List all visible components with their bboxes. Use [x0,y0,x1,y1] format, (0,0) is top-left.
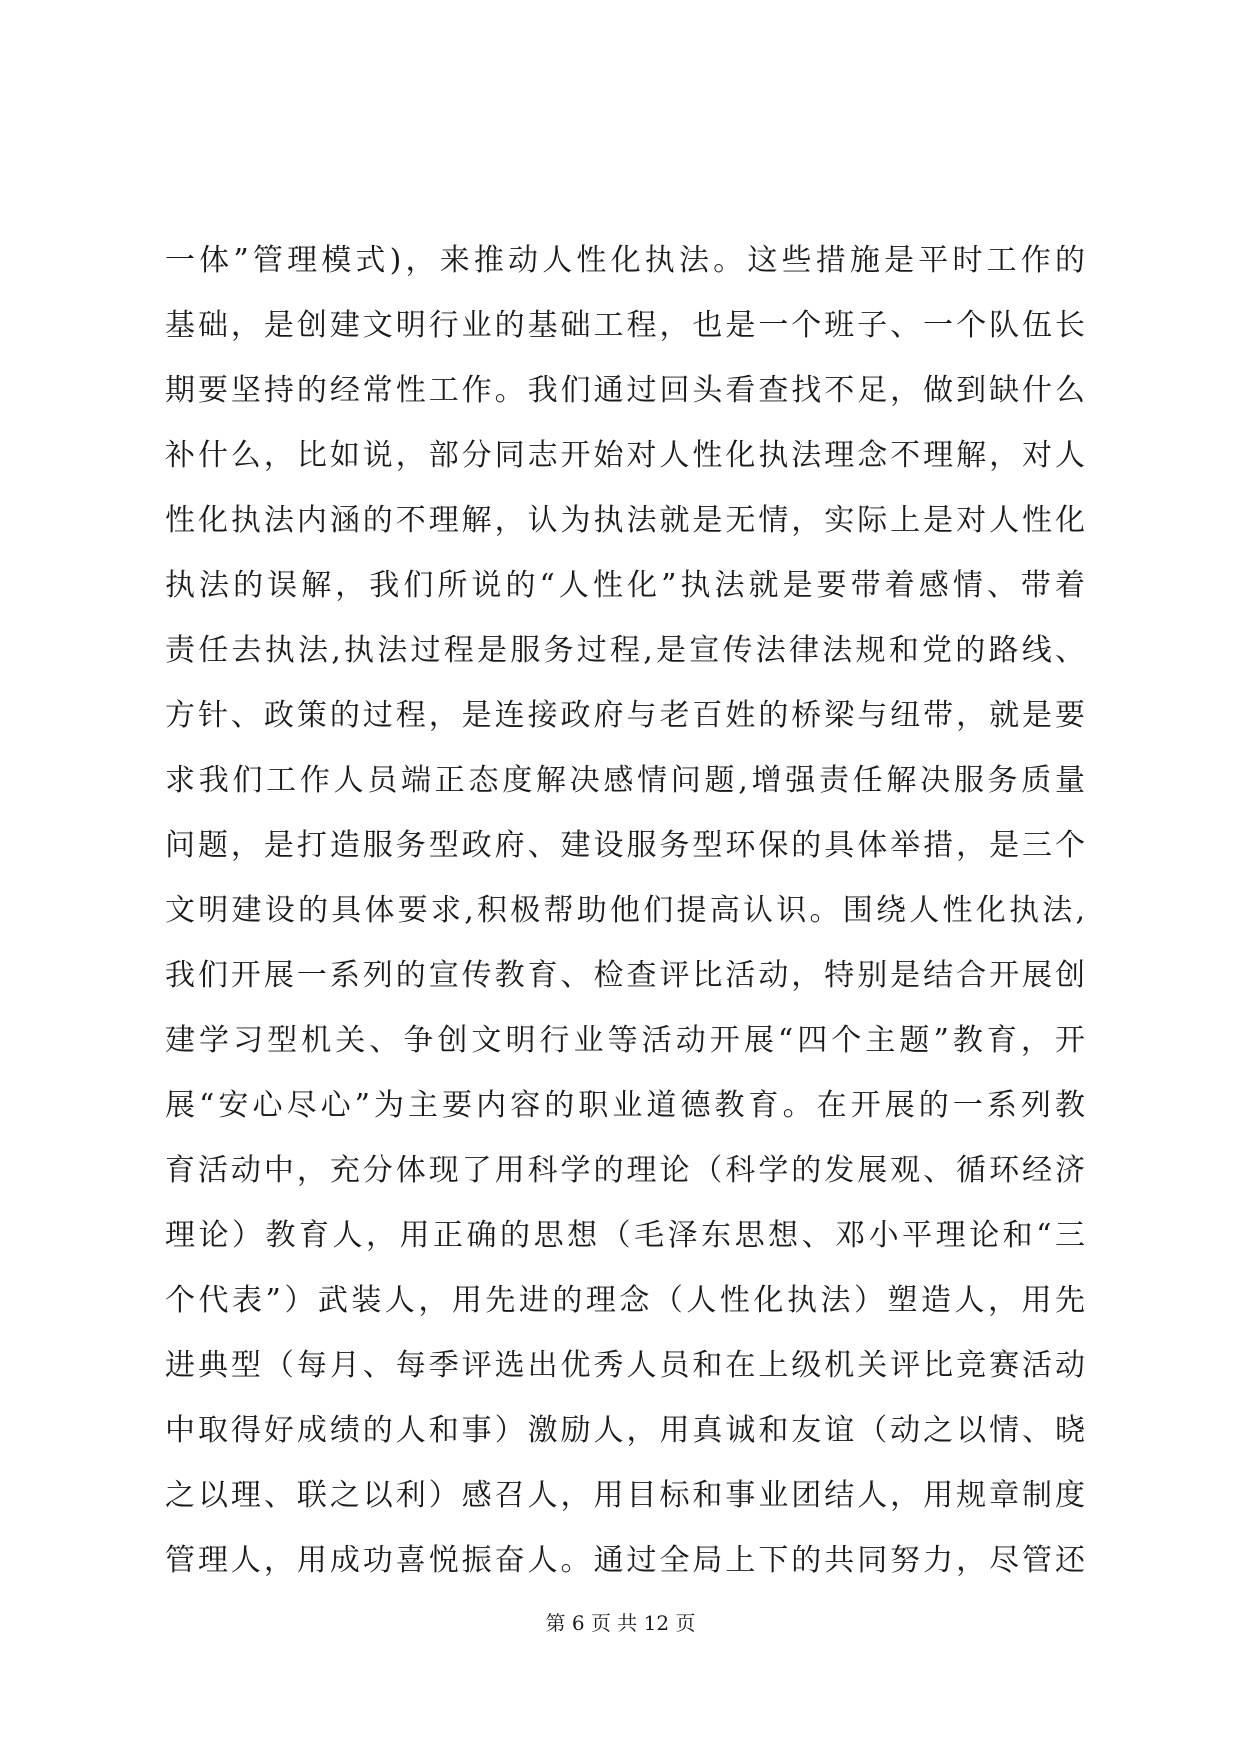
text-line: 性化执法内涵的不理解，认为执法就是无情，实际上是对人性化 [165,503,1085,538]
text-line: 一体”管理模式)，来推动人性化执法。这些措施是平时工作的 [165,243,1085,278]
text-line: 中取得好成绩的人和事）激励人，用真诚和友谊（动之以情、晓 [165,1413,1085,1448]
text-line: 个代表”）武装人，用先进的理念（人性化执法）塑造人，用先 [165,1283,1085,1318]
text-line: 展“安心尽心”为主要内容的职业道德教育。在开展的一系列教 [165,1088,1085,1123]
text-line: 管理人，用成功喜悦振奋人。通过全局上下的共同努力，尽管还 [165,1543,1085,1578]
page-number-label: 第 6 页 共 12 页 [545,1611,696,1635]
text-line: 文明建设的具体要求,积极帮助他们提高认识。围绕人性化执法, [165,893,1085,928]
text-line: 建学习型机关、争创文明行业等活动开展“四个主题”教育，开 [165,1023,1085,1058]
text-line: 之以理、联之以利）感召人，用目标和事业团结人，用规章制度 [165,1478,1085,1513]
text-line: 补什么，比如说，部分同志开始对人性化执法理念不理解，对人 [165,438,1085,473]
text-line: 责任去执法,执法过程是服务过程,是宣传法律法规和党的路线、 [165,633,1085,668]
page-footer [0,1608,1241,1638]
text-line: 问题，是打造服务型政府、建设服务型环保的具体举措，是三个 [165,828,1085,863]
text-line: 进典型（每月、每季评选出优秀人员和在上级机关评比竞赛活动 [165,1348,1085,1383]
text-line: 理论）教育人，用正确的思想（毛泽东思想、邓小平理论和“三 [165,1218,1085,1253]
text-line: 期要坚持的经常性工作。我们通过回头看查找不足，做到缺什么 [165,373,1085,408]
body-text [165,228,1085,1593]
text-line: 方针、政策的过程，是连接政府与老百姓的桥梁与纽带，就是要 [165,698,1085,733]
text-line: 执法的误解，我们所说的“人性化”执法就是要带着感情、带着 [165,568,1085,603]
text-line: 求我们工作人员端正态度解决感情问题,增强责任解决服务质量 [165,763,1085,798]
text-line: 育活动中，充分体现了用科学的理论（科学的发展观、循环经济 [165,1153,1085,1188]
text-line: 基础，是创建文明行业的基础工程，也是一个班子、一个队伍长 [165,308,1085,343]
text-line: 我们开展一系列的宣传教育、检查评比活动，特别是结合开展创 [165,958,1085,993]
